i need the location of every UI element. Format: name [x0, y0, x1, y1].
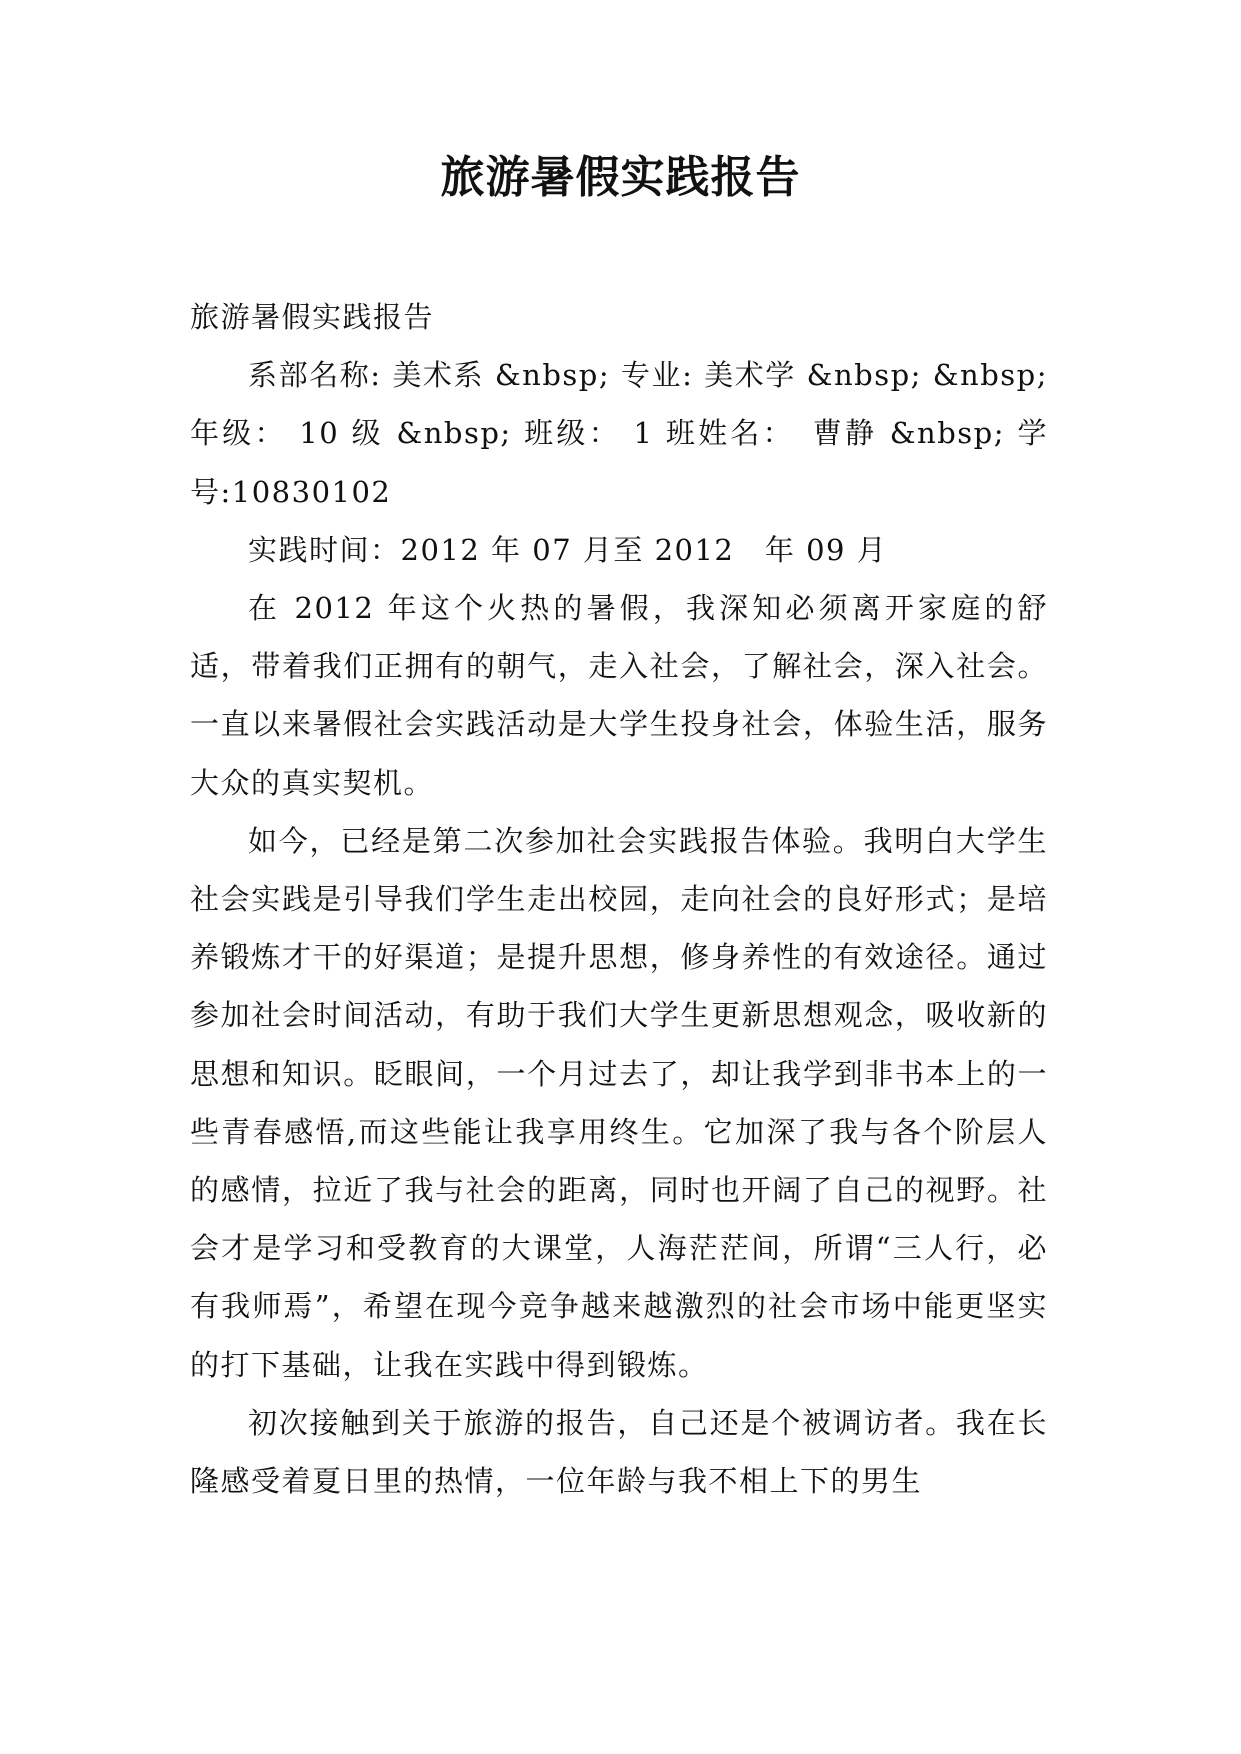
subtitle-paragraph: 旅游暑假实践报告	[190, 300, 435, 334]
document-body	[190, 288, 1048, 1510]
reflection-paragraph: 如今，已经是第二次参加社会实践报告体验。我明白大学生社会实践是引导我们学生走出校园，走向社会的良好形式；是培养锻炼才干的好渠道；是提升思想，修身养性的有效途径。通过参加社会时间活动，有助于我们大学生更新思想观念，吸收新的思想和知识。眨眼间，一个月过去了，却让我学到非书本上的一些青春感悟,而这些能让我享用终生。它加深了我与各个阶层人的感情，拉近了我与社会的距离，同时也开阔了自己的视野。社会才是学习和受教育的大课堂，人海茫茫间，所谓“三人行，必有我师焉”，希望在现今竞争越来越激烈的社会市场中能更坚实的打下基础，让我在实践中得到锻炼。	[190, 823, 1048, 1382]
intro-paragraph: 在 2012 年这个火热的暑假，我深知必须离开家庭的舒适，带着我们正拥有的朝气，走入社会，了解社会，深入社会。一直以来暑假社会实践活动是大学生投身社会，体验生活，服务大众的真实契机。	[190, 591, 1048, 800]
tourism-paragraph: 初次接触到关于旅游的报告，自己还是个被调访者。我在长隆感受着夏日里的热情，一位年龄与我不相上下的男生	[190, 1405, 1048, 1499]
practice-time-paragraph: 实践时间：2012 年 07 月至 2012 年 09 月	[248, 532, 888, 567]
student-info-paragraph: 系部名称: 美术系 &nbsp; 专业: 美术学 &nbsp; &nbsp; 年级： 10 级 &nbsp; 班级： 1 班姓名： 曹静 &nbsp; 学号:10830102	[190, 358, 1048, 509]
document-title: 旅游暑假实践报告	[440, 152, 801, 203]
